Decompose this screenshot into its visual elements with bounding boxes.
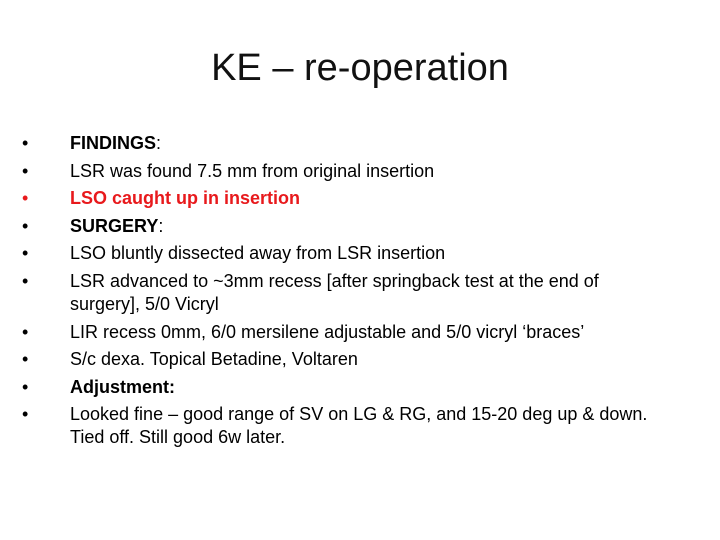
bullet-lso-dissected [0,242,720,265]
bullet-marker: • [22,215,29,236]
bullet-marker: • [22,243,29,264]
bullet-marker: • [22,270,29,291]
bullet-lso-caught [0,187,720,210]
bullet-text: S/c dexa. Topical Betadine, Voltaren [70,349,358,370]
bullet-label: FINDINGS [70,133,157,153]
bullet-marker: • [22,349,29,370]
bullet-looked-fine [0,403,720,449]
bullet-text: LSR was found 7.5 mm from original insertion [70,160,435,181]
bullet-lsr-found [0,160,720,183]
bullet-text: LSR advanced to ~3mm recess [after springback test at the end of surgery], 5/0 Vicryl [70,270,599,314]
bullet-adjustment [0,376,720,399]
slide-title: KE – re-operation [211,47,509,89]
bullet-list [0,132,720,454]
bullet-marker: • [22,321,29,342]
bullet-marker: • [22,404,29,425]
bullet-sc-dexa [0,348,720,371]
bullet-label: LSO caught up in insertion [70,188,301,209]
bullet-label: SURGERY [70,215,159,236]
bullet-lir-recess [0,321,720,344]
bullet-text: : [158,215,164,236]
bullet-label: Adjustment: [70,376,175,397]
bullet-marker: • [22,188,29,209]
bullet-marker: • [22,376,29,397]
bullet-text: LIR recess 0mm, 6/0 mersilene adjustable and 5/0 vicryl ‘braces’ [70,321,585,342]
bullet-marker: • [22,133,29,153]
bullet-text: Looked fine – good range of SV on LG & RG, and 15-20 deg up & down. Tied off. Still good 6w later. [70,404,648,448]
bullet-marker: • [22,160,29,181]
bullet-lsr-advanced [0,270,720,316]
bullet-surgery [0,215,720,238]
bullet-text: LSO bluntly dissected away from LSR insertion [70,243,446,264]
bullet-findings [0,132,720,155]
bullet-text: : [156,133,162,153]
